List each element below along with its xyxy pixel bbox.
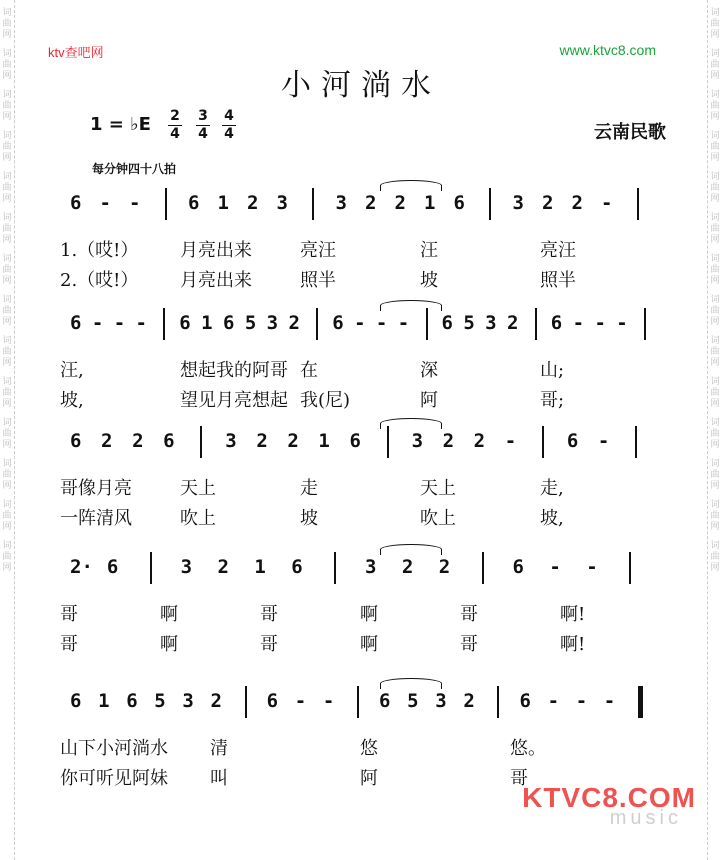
lyric-word: 啊	[160, 634, 178, 655]
lyric-word: 哥	[460, 604, 478, 625]
side-watermark-char: 词	[710, 500, 720, 510]
side-watermark-char: 曲	[2, 552, 12, 562]
lyric-word: 坡	[420, 270, 438, 291]
side-watermark-char: 词	[2, 418, 12, 428]
note: -	[601, 192, 613, 214]
side-watermark-char: 词	[2, 459, 12, 469]
lyric-word: 阿	[420, 390, 438, 411]
side-watermark-char: 词	[2, 8, 12, 18]
note: 2	[210, 690, 222, 712]
side-watermark-char: 曲	[710, 552, 720, 562]
side-watermark-char: 网	[2, 522, 12, 532]
note: 1	[217, 192, 229, 214]
note: 2	[571, 192, 583, 214]
note: -	[322, 690, 335, 712]
barline	[535, 308, 537, 340]
lyric-word: 亮汪	[300, 240, 336, 261]
side-watermark-char: 词	[2, 49, 12, 59]
side-watermark-char: 词	[710, 541, 720, 551]
barline	[165, 188, 167, 220]
note: 6	[70, 430, 82, 452]
side-watermark-char: 网	[2, 358, 12, 368]
side-watermark-char: 词	[710, 377, 720, 387]
side-watermark-char: 网	[2, 153, 12, 163]
barline	[312, 188, 314, 220]
lyric-word: 悠。	[510, 738, 546, 759]
side-watermark-char: 网	[2, 317, 12, 327]
note: -	[547, 690, 560, 712]
note: -	[504, 430, 517, 452]
side-watermark-char: 曲	[2, 347, 12, 357]
lyric-word: 亮汪	[540, 240, 576, 261]
note: -	[354, 312, 366, 334]
barline	[482, 552, 484, 584]
note: -	[135, 312, 147, 334]
note: 2	[394, 192, 406, 214]
side-watermark-char: 网	[710, 112, 720, 122]
side-watermark-char: 词	[2, 213, 12, 223]
lyric-word: 山下小河淌水	[60, 738, 168, 759]
lyric-word: 一阵清风	[60, 508, 132, 529]
lyric-word: 深	[420, 360, 438, 381]
side-watermark-char: 曲	[710, 265, 720, 275]
barline	[316, 308, 318, 340]
barline	[245, 686, 247, 718]
side-watermark-char: 曲	[2, 306, 12, 316]
lyric-word: 走,	[540, 478, 564, 499]
side-watermark-char: 词	[710, 131, 720, 141]
logo-watermark-sub: music	[609, 807, 682, 829]
lyric-word: 月亮出来	[180, 240, 252, 261]
meter-top: 2	[170, 108, 180, 124]
lyric-word: 啊!	[560, 604, 586, 625]
side-watermark-char: 曲	[710, 347, 720, 357]
notes-line	[60, 556, 670, 590]
note: 2	[542, 192, 554, 214]
side-watermark-char: 曲	[2, 101, 12, 111]
side-watermark-char: 网	[2, 440, 12, 450]
lyric-word: 我(尼)	[300, 390, 351, 411]
side-watermark-char: 网	[2, 235, 12, 245]
note: 1	[424, 192, 436, 214]
side-watermark-char: 曲	[710, 101, 720, 111]
side-watermark-char: 网	[2, 71, 12, 81]
barline	[489, 188, 491, 220]
lyric-word: 坡,	[60, 390, 84, 411]
lyric-word: 望见月亮想起	[180, 390, 288, 411]
note: 3	[276, 192, 288, 214]
lyric-word: 哥	[260, 634, 278, 655]
lyric-word: 照半	[300, 270, 336, 291]
note: 2	[463, 690, 475, 712]
note: 1	[254, 556, 266, 578]
side-watermark-char: 曲	[710, 470, 720, 480]
lyric-word: 啊	[160, 604, 178, 625]
side-watermark-char: 网	[710, 440, 720, 450]
note: 2	[442, 430, 455, 452]
side-watermark-char: 曲	[2, 224, 12, 234]
side-watermark-char: 词	[710, 213, 720, 223]
side-watermark-char: 网	[710, 276, 720, 286]
side-watermark-char: 曲	[710, 19, 720, 29]
lyric-word: 阿	[360, 768, 378, 789]
note: 2	[217, 556, 229, 578]
lyric-word: 天上	[420, 478, 456, 499]
note: 6	[179, 312, 191, 334]
note: 2	[132, 430, 144, 452]
barline	[635, 426, 637, 458]
side-watermark-char: 网	[710, 522, 720, 532]
side-watermark-char: 词	[2, 336, 12, 346]
barline	[644, 308, 646, 340]
side-watermark-char: 网	[710, 358, 720, 368]
note: 6	[332, 312, 344, 334]
note: 6	[349, 430, 361, 452]
barline	[200, 426, 202, 458]
side-watermark-char: 曲	[2, 388, 12, 398]
note: -	[99, 192, 111, 214]
side-watermark-char: 词	[2, 131, 12, 141]
note: -	[113, 312, 126, 334]
right-border-watermark	[707, 0, 722, 860]
note: -	[597, 430, 610, 452]
side-watermark-char: 网	[710, 153, 720, 163]
meter-top: 4	[224, 108, 234, 124]
side-watermark-char: 曲	[2, 429, 12, 439]
key-signature: 1 = ♭E	[90, 114, 151, 135]
side-watermark-char: 词	[710, 49, 720, 59]
note: 2	[256, 430, 268, 452]
barline	[334, 552, 336, 584]
barline	[638, 686, 643, 718]
side-watermark-char: 网	[710, 194, 720, 204]
side-watermark-char: 网	[2, 30, 12, 40]
note: 3	[411, 430, 424, 452]
side-watermark-char: 词	[710, 172, 720, 182]
note: 2·	[70, 556, 93, 578]
side-watermark-char: 网	[2, 481, 12, 491]
side-watermark-char: 曲	[710, 511, 720, 521]
barline	[629, 552, 631, 584]
side-watermark-char: 曲	[710, 388, 720, 398]
note: 3	[485, 312, 497, 334]
note: -	[575, 690, 588, 712]
side-watermark-char: 词	[710, 418, 720, 428]
note: 6	[453, 192, 465, 214]
side-watermark-char: 网	[710, 399, 720, 409]
note: 6	[106, 556, 119, 578]
logo-watermark: KTVC8.COM	[522, 782, 696, 813]
note: -	[594, 312, 606, 334]
note: -	[129, 192, 141, 214]
note: 2	[365, 192, 377, 214]
lyric-word: 悠	[360, 738, 378, 759]
note: 3	[225, 430, 237, 452]
note: 6	[550, 312, 563, 334]
side-watermark-char: 网	[710, 563, 720, 573]
notes-line	[60, 690, 670, 724]
note: 6	[519, 690, 531, 712]
meter-bottom: 4	[222, 125, 236, 143]
lyric-word: 哥	[460, 634, 478, 655]
barline	[426, 308, 428, 340]
lyric-word: 天上	[180, 478, 216, 499]
note: 3	[180, 556, 193, 578]
side-watermark-char: 网	[2, 112, 12, 122]
slur	[380, 418, 442, 429]
note: 2	[438, 556, 451, 578]
note: -	[603, 690, 616, 712]
lyric-word: 坡	[300, 508, 318, 529]
side-watermark-char: 网	[710, 235, 720, 245]
side-watermark-char: 曲	[710, 429, 720, 439]
note: 6	[266, 690, 279, 712]
lyric-word: 哥	[60, 634, 78, 655]
side-watermark-char: 词	[2, 377, 12, 387]
side-watermark-char: 词	[710, 254, 720, 264]
side-watermark-char: 网	[2, 563, 12, 573]
note: 6	[126, 690, 138, 712]
note: 6	[512, 556, 524, 578]
lyric-word: 哥	[60, 604, 78, 625]
note: 3	[435, 690, 447, 712]
note: -	[397, 312, 410, 334]
note: 3	[266, 312, 279, 334]
side-watermark-char: 词	[2, 500, 12, 510]
note: 2	[287, 430, 299, 452]
lyric-word: 汪,	[60, 360, 84, 381]
lyric-word: 山;	[540, 360, 565, 381]
note: 6	[566, 430, 579, 452]
note: 2	[288, 312, 300, 334]
lyric-word: 想起我的阿哥	[180, 360, 288, 381]
note: 5	[154, 690, 166, 712]
note: 2	[473, 430, 486, 452]
side-watermark-char: 曲	[2, 60, 12, 70]
note: 5	[244, 312, 257, 334]
lyric-word: 清	[210, 738, 228, 759]
time-signature	[222, 108, 236, 143]
note: 2	[401, 556, 414, 578]
side-watermark-char: 曲	[710, 60, 720, 70]
side-watermark-char: 曲	[710, 183, 720, 193]
note: -	[294, 690, 307, 712]
lyric-word: 坡,	[540, 508, 564, 529]
barline	[637, 188, 639, 220]
lyric-word: 啊	[360, 604, 378, 625]
side-watermark-char: 词	[710, 90, 720, 100]
slur	[380, 300, 442, 311]
meter-top: 3	[198, 108, 208, 124]
note: 3	[512, 192, 524, 214]
barline	[163, 308, 165, 340]
side-watermark-char: 曲	[2, 511, 12, 521]
side-watermark-char: 曲	[2, 19, 12, 29]
side-watermark-char: 词	[710, 459, 720, 469]
note: 6	[379, 690, 391, 712]
note: 3	[182, 690, 194, 712]
lyric-word: 哥像月亮	[60, 478, 132, 499]
lyric-word: 哥	[260, 604, 278, 625]
site-watermark-right[interactable]: www.ktvc8.com	[559, 42, 656, 58]
barline	[150, 552, 152, 584]
side-watermark-char: 曲	[710, 142, 720, 152]
lyric-word: 2.（哎!）	[60, 270, 139, 291]
note: 5	[407, 690, 419, 712]
notes-line	[60, 192, 670, 226]
barline	[387, 426, 389, 458]
note: 5	[463, 312, 475, 334]
side-watermark-char: 词	[710, 336, 720, 346]
note: 2	[247, 192, 259, 214]
time-signature	[168, 108, 182, 143]
note: 6	[441, 312, 453, 334]
side-watermark-char: 词	[710, 8, 720, 18]
note: -	[549, 556, 561, 578]
note: 6	[163, 430, 175, 452]
lyric-word: 月亮出来	[180, 270, 252, 291]
side-watermark-char: 词	[2, 172, 12, 182]
note: 6	[70, 312, 82, 334]
side-watermark-char: 曲	[2, 265, 12, 275]
site-watermark-left[interactable]: ktv查吧网	[48, 45, 104, 60]
side-watermark-char: 曲	[2, 142, 12, 152]
note: 2	[507, 312, 519, 334]
lyric-word: 啊	[360, 634, 378, 655]
side-watermark-char: 网	[710, 481, 720, 491]
barline	[542, 426, 544, 458]
note: 1	[98, 690, 110, 712]
side-watermark-char: 词	[2, 295, 12, 305]
side-watermark-char: 曲	[2, 470, 12, 480]
side-watermark-char: 词	[2, 541, 12, 551]
side-watermark-char: 网	[2, 194, 12, 204]
lyric-word: 你可听见阿妹	[60, 768, 168, 789]
note: -	[586, 556, 598, 578]
note: 6	[291, 556, 303, 578]
lyric-word: 哥;	[540, 390, 565, 411]
slur	[380, 180, 442, 191]
tempo-marking: 每分钟四十八拍	[92, 162, 177, 176]
song-origin: 云南民歌	[594, 122, 666, 143]
meter-bottom: 4	[196, 125, 210, 143]
song-title: 小河淌水	[281, 68, 441, 103]
left-border-watermark	[0, 0, 15, 860]
time-signature	[196, 108, 210, 143]
notes-line	[60, 430, 670, 464]
side-watermark-char: 曲	[710, 224, 720, 234]
note: 1	[318, 430, 330, 452]
note: 6	[188, 192, 200, 214]
lyric-word: 汪	[420, 240, 438, 261]
note: 3	[335, 192, 347, 214]
lyric-word: 啊!	[560, 634, 586, 655]
lyric-word: 1.（哎!）	[60, 240, 139, 261]
barline	[357, 686, 359, 718]
note: 6	[70, 690, 82, 712]
lyric-word: 吹上	[420, 508, 456, 529]
side-watermark-char: 网	[2, 399, 12, 409]
note: -	[375, 312, 388, 334]
note: 1	[201, 312, 213, 334]
note: 3	[365, 556, 377, 578]
side-watermark-char: 词	[2, 90, 12, 100]
note: 2	[101, 430, 113, 452]
meter-bottom: 4	[168, 125, 182, 143]
note: -	[91, 312, 104, 334]
side-watermark-char: 曲	[2, 183, 12, 193]
side-watermark-char: 词	[2, 254, 12, 264]
note: -	[616, 312, 628, 334]
note: 6	[222, 312, 235, 334]
slur	[380, 544, 442, 555]
side-watermark-char: 网	[710, 317, 720, 327]
lyric-word: 在	[300, 360, 318, 381]
note: -	[572, 312, 585, 334]
barline	[497, 686, 499, 718]
lyric-word: 哥	[510, 768, 528, 789]
note: 6	[70, 192, 82, 214]
lyric-word: 叫	[210, 768, 228, 789]
side-watermark-char: 网	[710, 71, 720, 81]
slur	[380, 678, 442, 689]
side-watermark-char: 网	[710, 30, 720, 40]
side-watermark-char: 曲	[710, 306, 720, 316]
notes-line	[60, 312, 670, 346]
side-watermark-char: 网	[2, 276, 12, 286]
lyric-word: 吹上	[180, 508, 216, 529]
side-watermark-char: 词	[710, 295, 720, 305]
lyric-word: 照半	[540, 270, 576, 291]
lyric-word: 走	[300, 478, 318, 499]
